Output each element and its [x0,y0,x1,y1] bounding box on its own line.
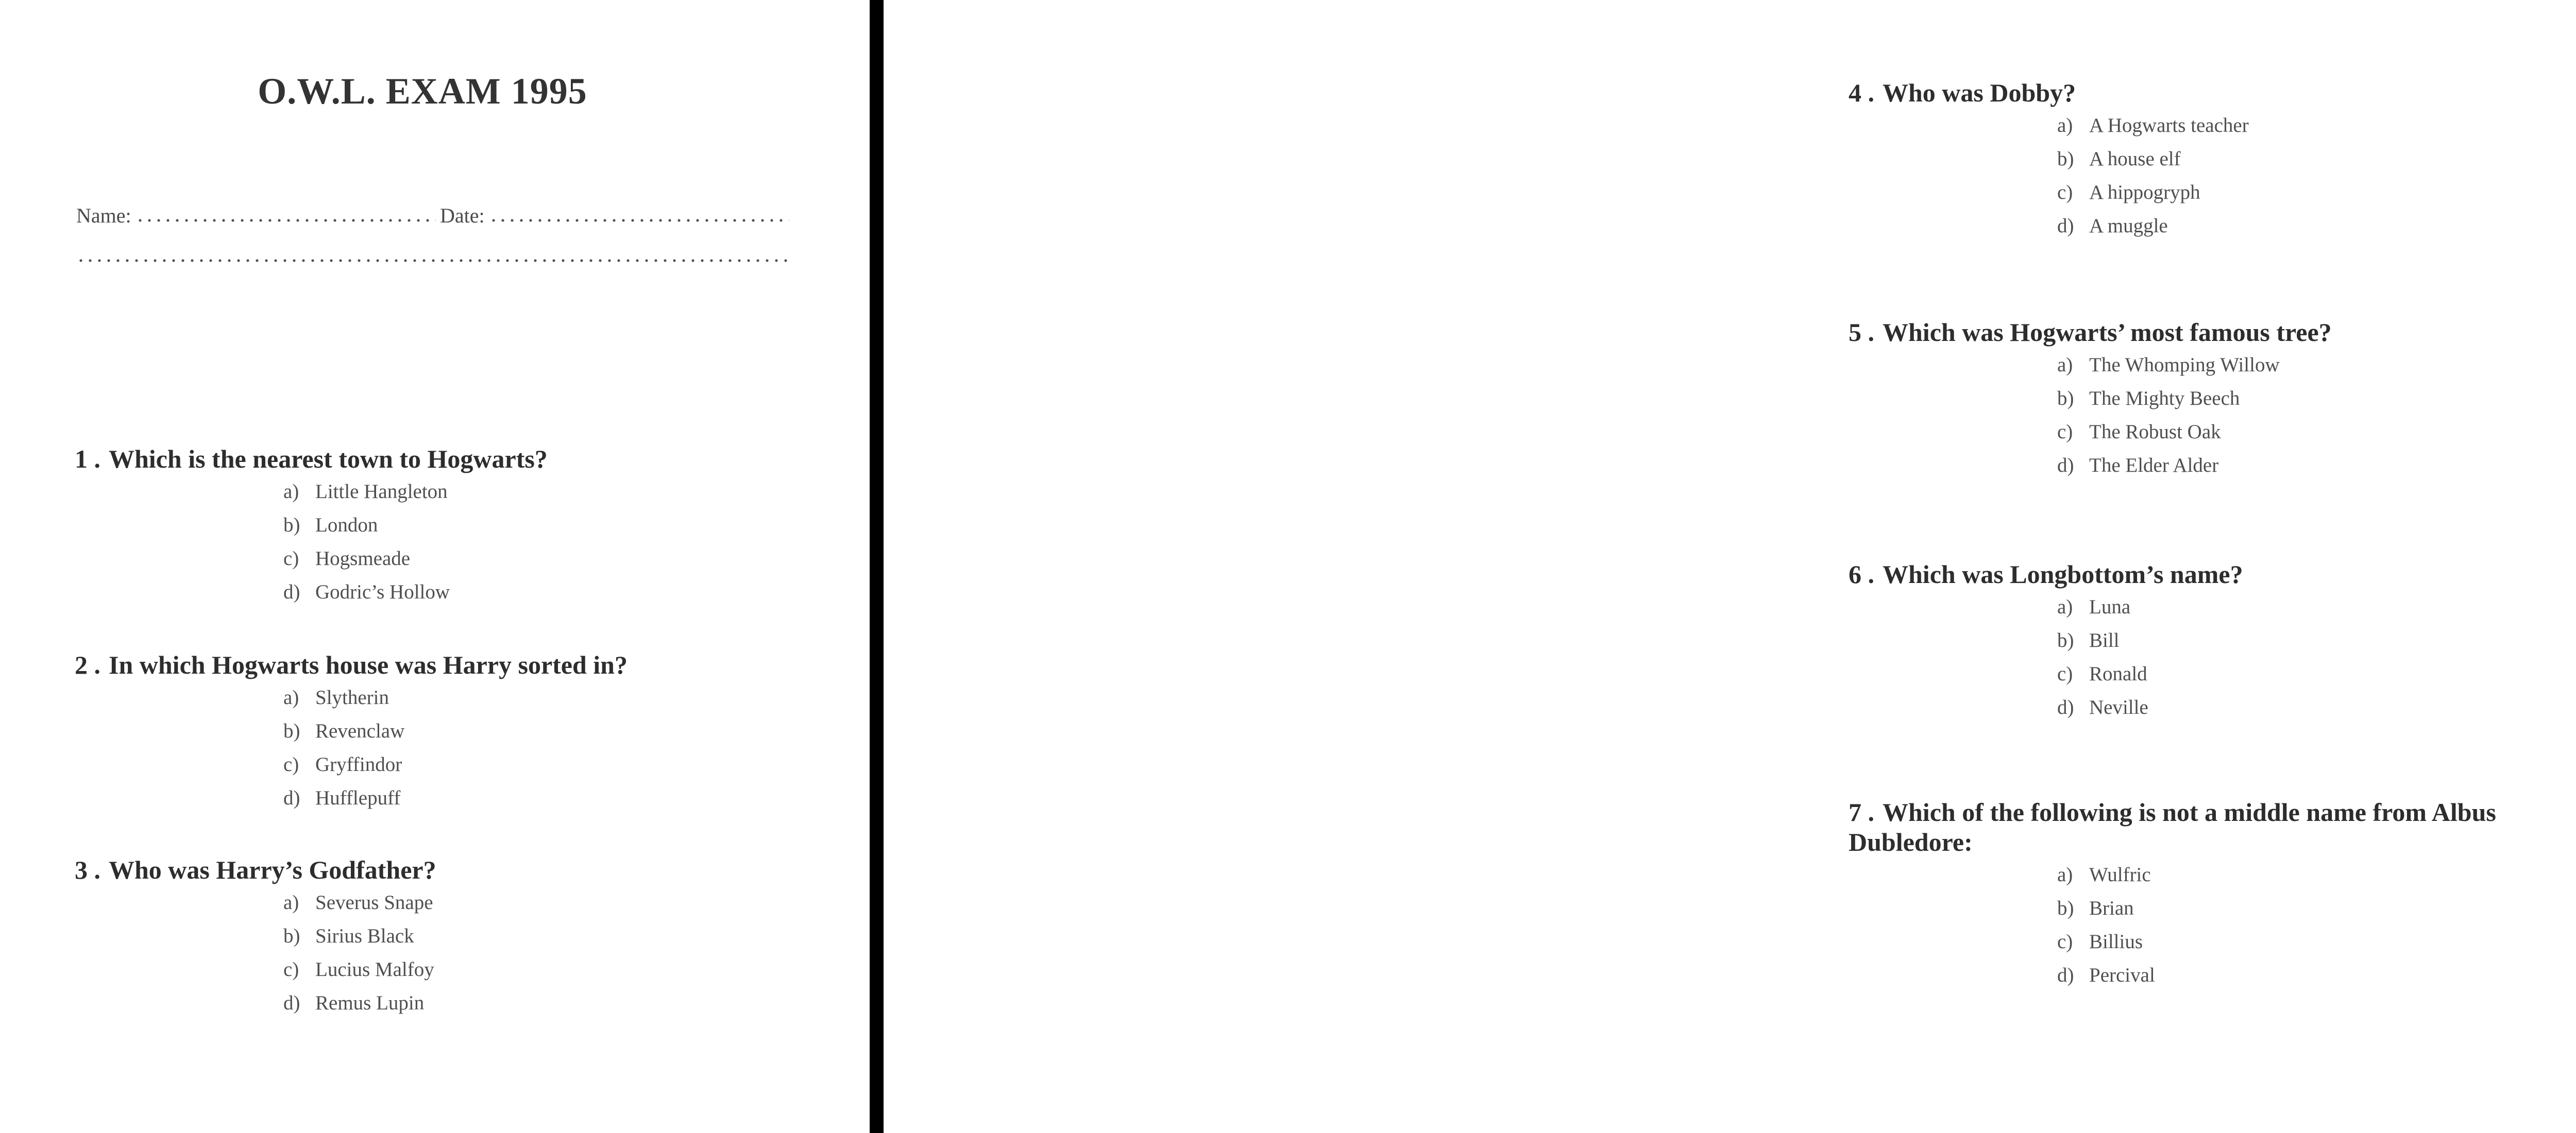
option-item [283,953,853,986]
option-item [2057,176,2576,209]
option-text: Hogsmeade [315,547,411,570]
option-letter: d) [283,992,300,1014]
option-item [283,886,853,919]
question-text: Who was Harry’s Godfather? [109,855,436,884]
option-letter: c) [2057,931,2073,953]
option-text: Percival [2089,964,2155,986]
question-3 [75,855,853,1020]
question-number: 1 . [75,444,100,473]
option-text: Ronald [2089,663,2147,685]
option-text: Lucius Malfoy [315,958,434,981]
option-text: A house elf [2089,148,2181,170]
option-item [2057,925,2576,958]
options-list [1849,109,2576,243]
option-text: The Mighty Beech [2089,387,2240,409]
question-heading [1849,559,2576,589]
question-text: In which Hogwarts house was Harry sorted in? [109,650,628,679]
option-letter: c) [283,547,299,570]
option-item [283,919,853,953]
option-text: Wulfric [2089,864,2151,886]
question-text: Which was Longbottom’s name? [1883,560,2243,589]
left-page [0,0,870,1133]
option-letter: d) [283,581,300,603]
option-item [283,508,853,542]
option-item [2057,590,2576,624]
option-item [283,542,853,575]
extra-fill-line [76,244,792,263]
option-text: Gryffindor [315,753,402,776]
option-letter: b) [283,514,300,536]
option-item [2057,858,2576,891]
option-letter: b) [2057,387,2074,409]
option-text: The Elder Alder [2089,454,2219,476]
options-list [1849,590,2576,724]
options-list [75,886,853,1020]
option-text: Billius [2089,931,2143,953]
option-text: Brian [2089,897,2134,919]
question-text: Who was Dobby? [1883,78,2076,107]
option-letter: a) [2057,354,2073,376]
options-list [75,681,853,815]
option-item [283,986,853,1020]
question-4 [1849,78,2576,243]
question-text: Which of the following is not a middle name from Albus Dubledore: [1849,798,2496,856]
option-item [2057,382,2576,415]
question-heading [75,444,853,474]
option-letter: b) [2057,148,2074,170]
option-item [2057,109,2576,142]
option-letter: d) [2057,454,2074,476]
option-letter: b) [2057,897,2074,919]
option-text: A Hogwarts teacher [2089,114,2249,136]
name-fill-line [135,202,436,222]
question-number: 2 . [75,650,100,679]
option-text: London [315,514,378,536]
option-letter: a) [2057,596,2073,618]
option-text: Little Hangleton [315,480,448,503]
question-heading [75,855,853,885]
page-divider [870,0,884,1133]
option-text: Slytherin [315,686,389,709]
option-item [283,748,853,781]
options-list [1849,348,2576,482]
option-text: Luna [2089,596,2131,618]
option-item [2057,657,2576,691]
question-heading [1849,78,2576,108]
option-text: Neville [2089,696,2148,718]
question-number: 7 . [1849,798,1874,827]
question-number: 3 . [75,855,100,884]
option-item [283,681,853,714]
question-number: 6 . [1849,560,1874,589]
option-letter: a) [2057,114,2073,136]
option-text: Severus Snape [315,891,433,914]
question-number: 5 . [1849,318,1874,347]
date-fill-line [489,202,789,222]
option-letter: b) [2057,629,2074,651]
option-item [283,714,853,748]
option-text: The Whomping Willow [2089,354,2280,376]
date-label: Date: [440,204,485,227]
option-letter: c) [2057,663,2073,685]
option-letter: d) [283,787,300,809]
option-letter: b) [283,925,300,947]
option-letter: b) [283,720,300,742]
option-item [2057,415,2576,449]
option-letter: d) [2057,215,2074,237]
option-letter: c) [2057,421,2073,443]
question-6 [1849,559,2576,724]
option-text: The Robust Oak [2089,421,2221,443]
option-letter: c) [283,958,299,981]
option-item [2057,348,2576,382]
option-text: A muggle [2089,215,2168,237]
option-letter: c) [283,753,299,776]
option-letter: c) [2057,181,2073,203]
option-letter: a) [283,480,299,503]
option-item [283,475,853,508]
option-text: Hufflepuff [315,787,401,809]
option-letter: a) [283,891,299,914]
option-text: A hippogryph [2089,181,2200,203]
right-page [884,0,2496,1133]
question-7 [1849,797,2576,992]
name-date-row [76,202,793,228]
option-letter: d) [2057,964,2074,986]
question-number: 4 . [1849,78,1874,107]
question-2 [75,650,853,815]
question-5 [1849,317,2576,482]
option-item [283,781,853,815]
option-item [2057,691,2576,724]
option-text: Bill [2089,629,2120,651]
question-1 [75,444,853,609]
exam-title: O.W.L. EXAM 1995 [258,71,587,112]
option-item [2057,891,2576,925]
option-letter: a) [283,686,299,709]
name-label: Name: [76,204,131,227]
option-item [2057,624,2576,657]
question-text: Which is the nearest town to Hogwarts? [109,444,548,473]
option-letter: a) [2057,864,2073,886]
option-text: Revenclaw [315,720,405,742]
options-list [75,475,853,609]
option-item [2057,209,2576,243]
question-heading [75,650,853,680]
question-text: Which was Hogwarts’ most famous tree? [1883,318,2332,347]
question-heading [1849,797,2576,857]
option-item [2057,142,2576,176]
option-item [2057,449,2576,482]
option-letter: d) [2057,696,2074,718]
option-item [2057,958,2576,992]
option-text: Remus Lupin [315,992,425,1014]
option-text: Sirius Black [315,925,414,947]
question-heading [1849,317,2576,347]
option-text: Godric’s Hollow [315,581,450,603]
options-list [1849,858,2576,992]
option-item [283,575,853,609]
